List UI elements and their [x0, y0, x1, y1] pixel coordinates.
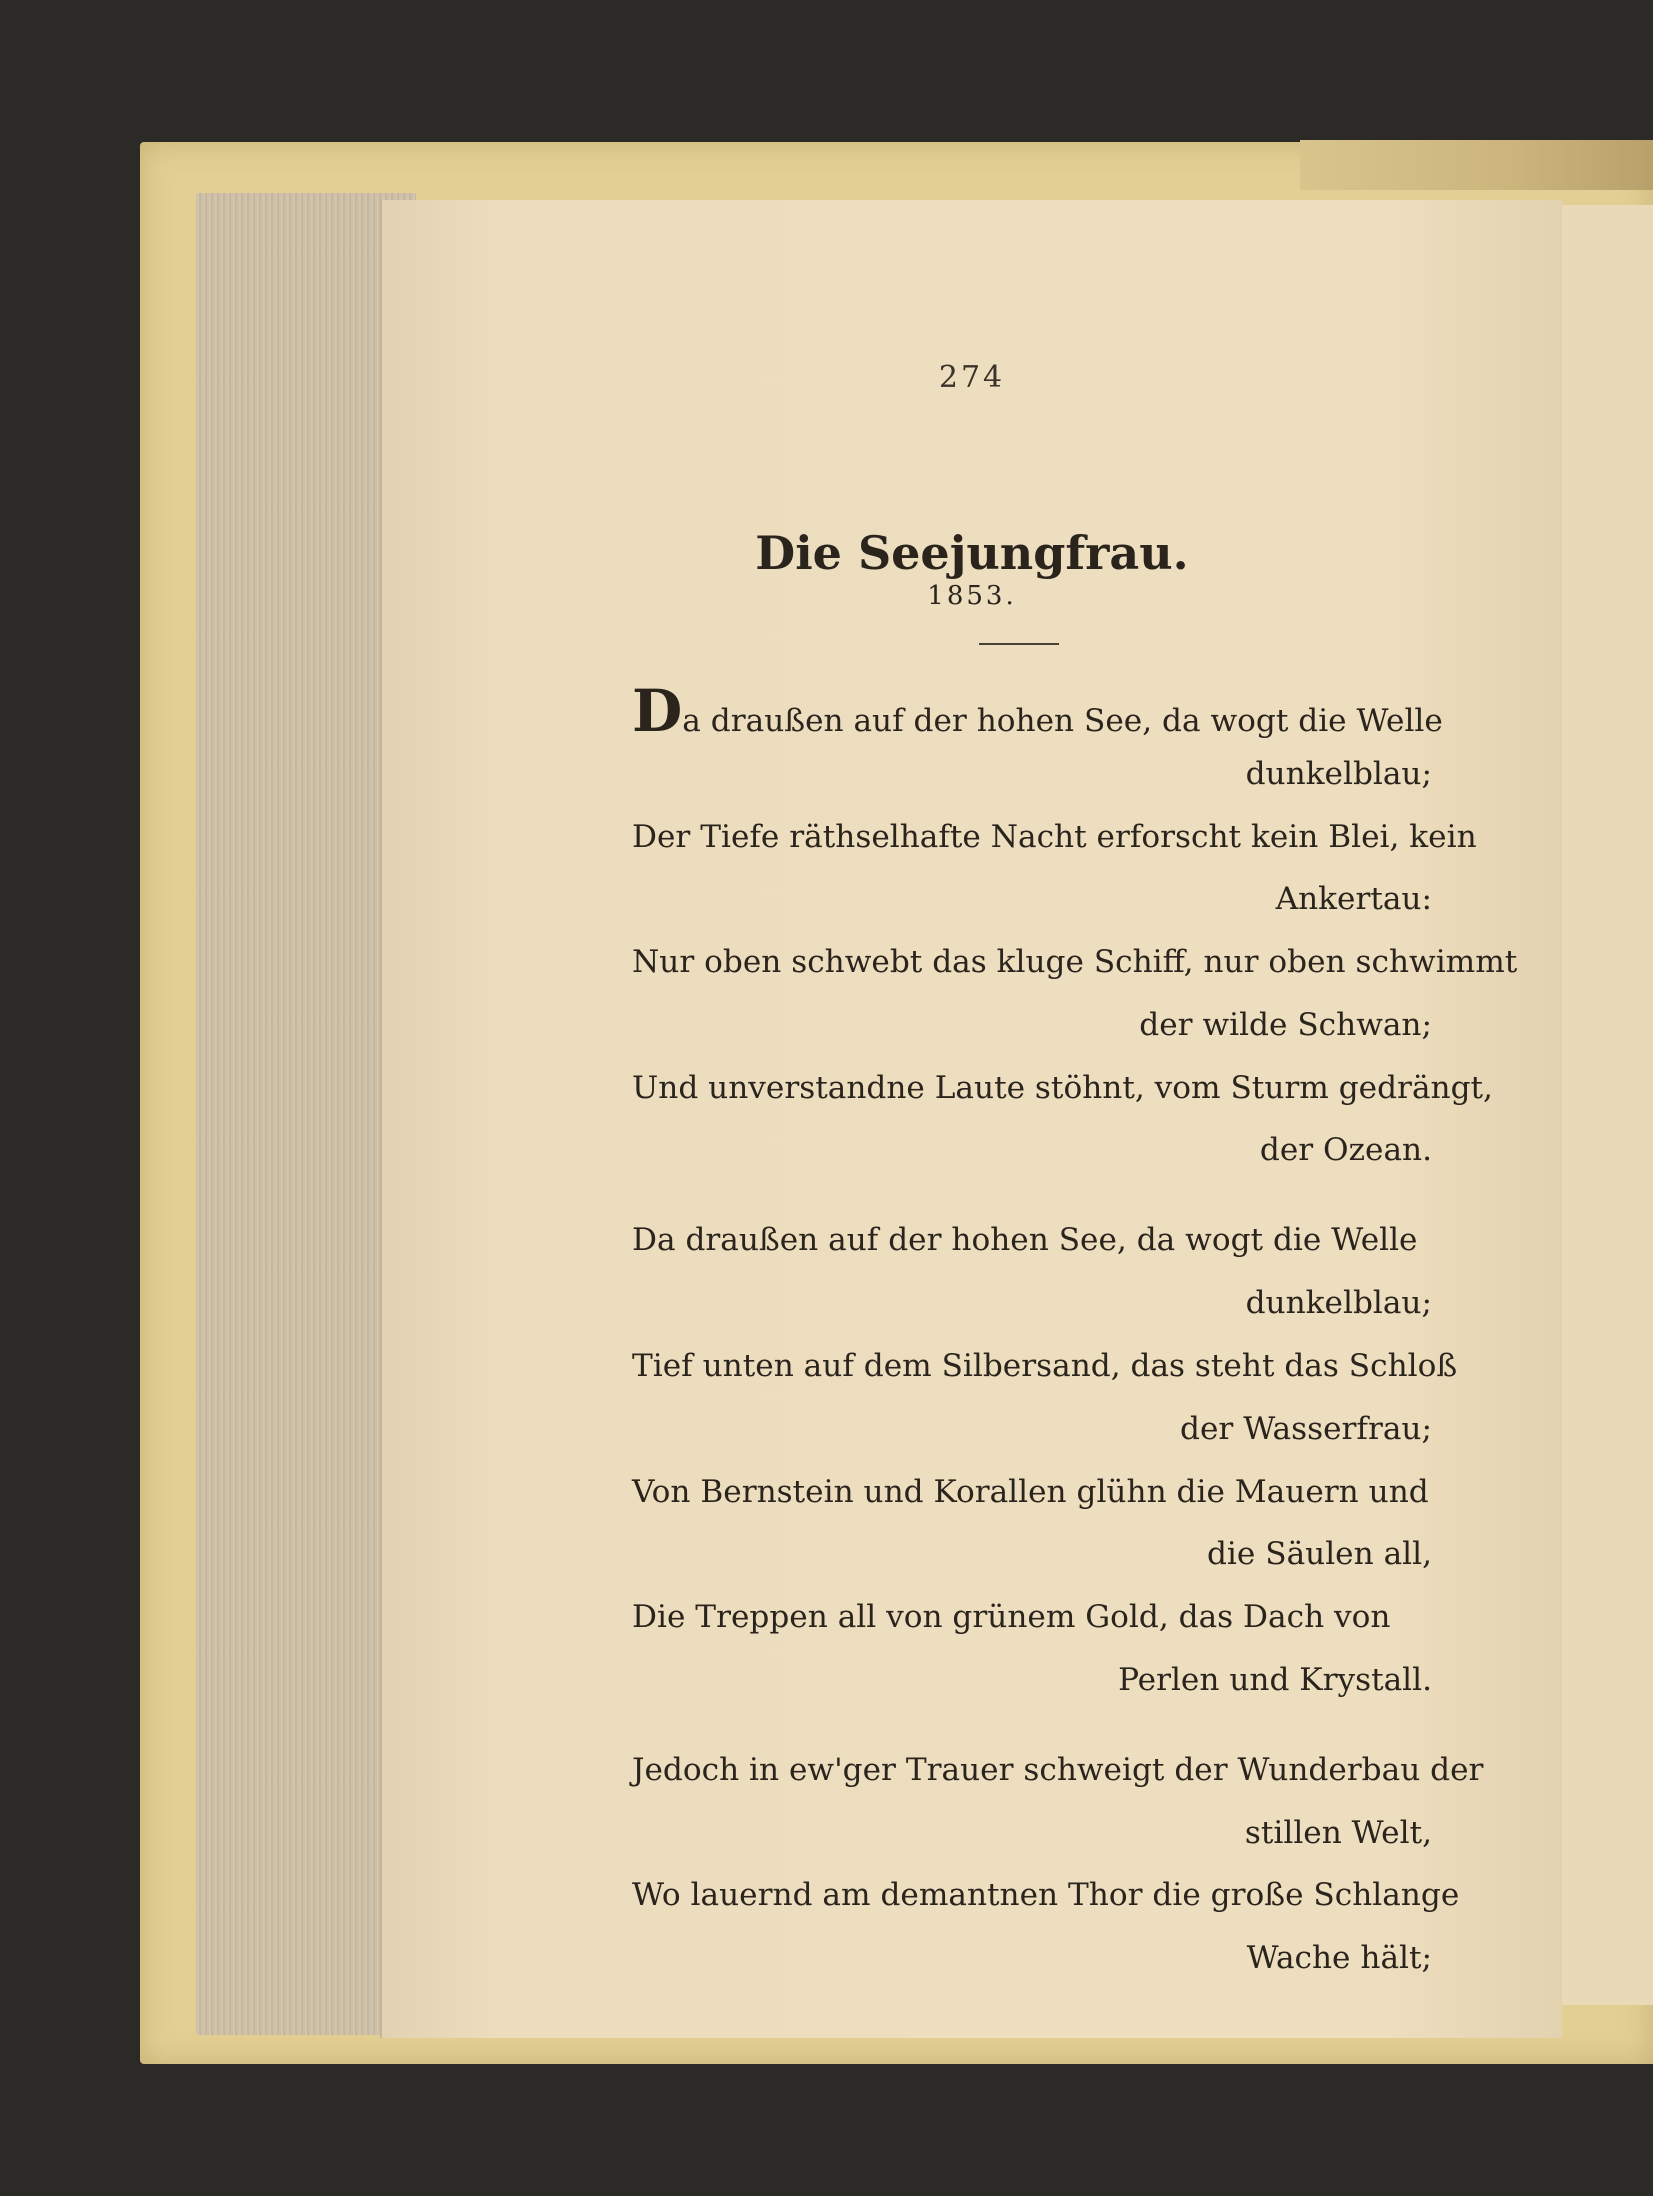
verse-text: Tief unten auf dem Silbersand, das steht das Schloß — [632, 1348, 1458, 1384]
verse-continuation: der Wasserfrau; — [1180, 1410, 1432, 1447]
poem-title: Die Seejungfrau. — [755, 526, 1189, 580]
verse-continuation: stillen Welt, — [1244, 1814, 1432, 1851]
verse-line — [632, 1209, 1492, 1335]
stanza-1-cont — [632, 806, 1492, 932]
verse-text: Von Bernstein und Korallen glühn die Mauern und — [632, 1473, 1429, 1510]
verse-line — [632, 1739, 1492, 1865]
stanza-1-cont — [632, 931, 1518, 1057]
verse-continuation: Wache hält; — [1246, 1940, 1432, 1977]
verse-line — [632, 931, 1518, 1057]
verse-continuation: der Ozean. — [1259, 1132, 1432, 1169]
verse-text: Die Treppen all von grünem Gold, das Dach von — [632, 1599, 1391, 1636]
verse-continuation: die Säulen all, — [1206, 1536, 1432, 1573]
stanza-2-cont — [632, 1586, 1492, 1712]
verse-text: Nur oben schwebt das kluge Schiff, nur oben schwimmt — [632, 944, 1518, 981]
verse-continuation: dunkelblau; — [1245, 755, 1432, 792]
verse-line — [632, 1335, 1492, 1461]
verse-continuation: dunkelblau; — [1245, 1285, 1432, 1322]
facing-page — [1560, 205, 1653, 2005]
verse-line — [632, 1586, 1492, 1712]
stanza-1-cont — [632, 1057, 1492, 1183]
verse-line — [632, 1461, 1492, 1587]
stanza-2-cont — [632, 1461, 1492, 1587]
stanza-3-cont — [632, 1864, 1492, 1990]
cover-wear — [1300, 140, 1653, 190]
verse-text: Da draußen auf der hohen See, da wogt die Welle — [632, 1222, 1418, 1259]
verse-text: Und unverstandne Laute stöhnt, vom Sturm gedrängt, — [632, 1069, 1493, 1106]
drop-cap: D — [632, 677, 683, 745]
poem-year: 1853. — [927, 581, 1017, 611]
verse-text: Der Tiefe räthselhafte Nacht erforscht kein Blei, kein — [632, 818, 1477, 855]
verse-text: Wo lauernd am demantnen Thor die große Schlange — [632, 1877, 1460, 1914]
verse-continuation: Ankertau: — [1275, 881, 1432, 918]
stanza-2-cont — [632, 1335, 1492, 1461]
verse-text: Jedoch in ew'ger Trauer schweigt der Wunderbau der — [632, 1751, 1484, 1788]
verse-line — [632, 1057, 1492, 1183]
book-page — [380, 200, 1562, 2038]
verse-line — [632, 677, 1492, 806]
stanza-3-cont — [632, 1739, 1492, 1865]
verse-continuation: Perlen und Krystall. — [1118, 1661, 1432, 1698]
verse-line — [632, 1864, 1492, 1990]
title-divider — [979, 643, 1059, 645]
verse-line — [632, 806, 1492, 932]
stanza-1 — [632, 677, 1492, 806]
verse-text: a draußen auf der hohen See, da wogt die Welle — [682, 703, 1443, 739]
verse-continuation: der wilde Schwan; — [1139, 1006, 1432, 1043]
page-number: 274 — [938, 360, 1006, 395]
stanza-2 — [632, 1209, 1492, 1335]
